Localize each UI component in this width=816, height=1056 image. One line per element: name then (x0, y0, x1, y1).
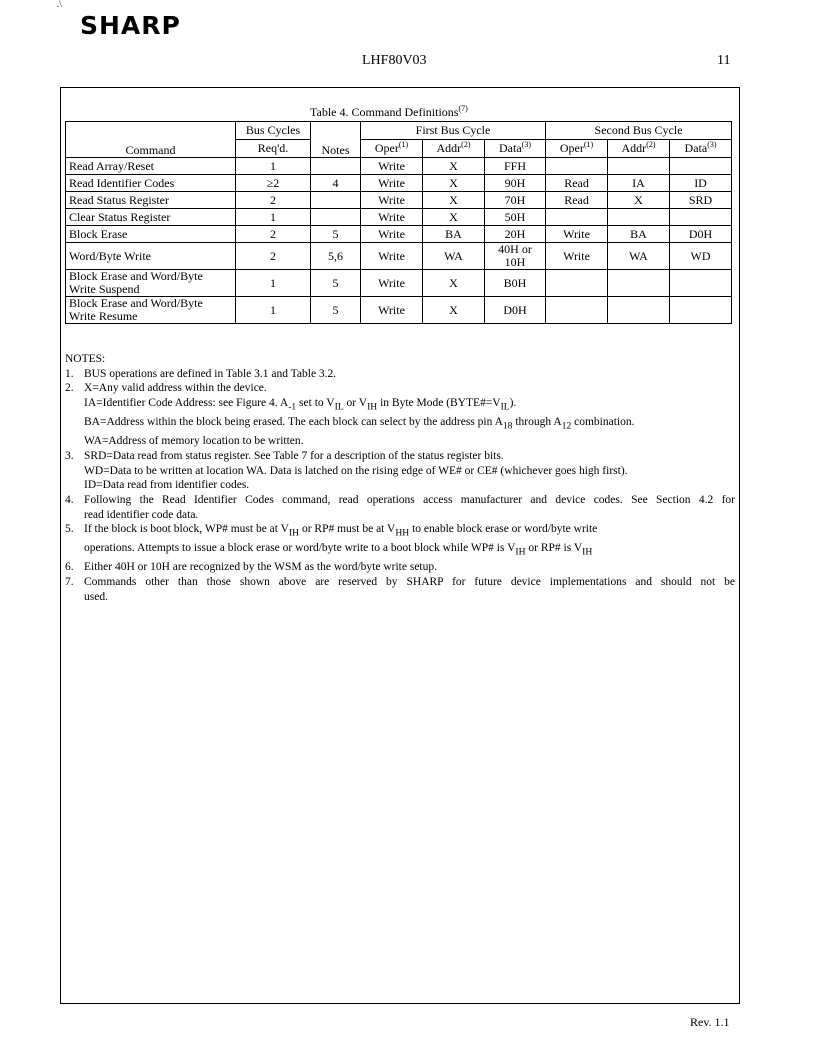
cell-addr1: X (423, 297, 485, 324)
cell-data1: 20H (485, 226, 546, 243)
command-definitions-table (65, 121, 732, 324)
cell-notes: 5 (311, 270, 361, 297)
table-row (66, 209, 732, 226)
cell-addr1: BA (423, 226, 485, 243)
cell-notes (311, 192, 361, 209)
cell-data1: D0H (485, 297, 546, 324)
table-row (66, 226, 732, 243)
cell-notes: 5 (311, 297, 361, 324)
table-row (66, 158, 732, 175)
cell-cycles: ≥2 (236, 175, 311, 192)
cell-notes: 5 (311, 226, 361, 243)
cell-addr1: X (423, 270, 485, 297)
cell-oper2 (546, 297, 608, 324)
notes-title: NOTES: (65, 353, 106, 365)
cell-notes: 4 (311, 175, 361, 192)
header-second-bus-cycle: Second Bus Cycle (546, 122, 732, 140)
cell-data2: SRD (670, 192, 732, 209)
cell-addr2: WA (608, 243, 670, 270)
cell-command: Clear Status Register (66, 209, 236, 226)
cell-notes: 5,6 (311, 243, 361, 270)
cell-oper1: Write (361, 175, 423, 192)
cell-addr2 (608, 209, 670, 226)
cell-addr1: X (423, 192, 485, 209)
sharp-logo: SHARP (80, 11, 181, 40)
header-addr-1: Addr$^{(2)}$ (423, 140, 485, 158)
cell-oper1: Write (361, 270, 423, 297)
note-2: 2. X=Any valid address within the device. IA=Identifier Code Address: see Figure 4. $A_{-1}$ set to $V_{IL}$ or $V_{IH}$ in Byte Mode $(BYTE\#=V_{IL})$. BA=Address within the block being erased. The each block can select by the address pin $A_{18}$ through $A_{12}$ combination. WA=Address of memory location to be written. (65, 382, 635, 448)
cell-cycles: 1 (236, 158, 311, 175)
header-command: Command (66, 122, 236, 158)
note-6: 6. Either 40H or 10H are recognized by the WSM as the word/byte write setup. (65, 561, 437, 574)
cell-command: Read Array/Reset (66, 158, 236, 175)
cell-oper1: Write (361, 226, 423, 243)
cell-command: Block Erase and Word/Byte Write Resume (66, 297, 236, 324)
cell-addr2 (608, 297, 670, 324)
cell-addr2: X (608, 192, 670, 209)
cell-data2: D0H (670, 226, 732, 243)
table-row (66, 192, 732, 209)
cell-oper1: Write (361, 209, 423, 226)
cell-data2 (670, 270, 732, 297)
cell-cycles: 2 (236, 243, 311, 270)
cell-cycles: 1 (236, 270, 311, 297)
document-id: LHF80V03 (362, 53, 427, 68)
table-row (66, 175, 732, 192)
notes-section (65, 352, 735, 604)
cell-oper2: Read (546, 192, 608, 209)
cell-data1: B0H (485, 270, 546, 297)
corner-mark: .\ (57, 0, 62, 9)
cell-command: Read Identifier Codes (66, 175, 236, 192)
cell-oper1: Write (361, 192, 423, 209)
cell-data1: 70H (485, 192, 546, 209)
cell-command: Word/Byte Write (66, 243, 236, 270)
cell-data2 (670, 297, 732, 324)
cell-addr2 (608, 158, 670, 175)
cell-data1: 40H or 10H (485, 243, 546, 270)
note-4: 4. Following the Read Identifier Codes command, read operations access manufacturer and device codes. See Section 4.2 for read identifier code data. (65, 493, 735, 521)
header-oper-1: Oper$^{(1)}$ (361, 140, 423, 158)
cell-oper2 (546, 270, 608, 297)
cell-oper1: Write (361, 297, 423, 324)
cell-addr1: WA (423, 243, 485, 270)
header-data-1: Data$^{(3)}$ (485, 140, 546, 158)
cell-command: Read Status Register (66, 192, 236, 209)
header-bus-cycles: Bus Cycles (236, 122, 311, 140)
header-addr-2: Addr$^{(2)}$ (608, 140, 670, 158)
cell-cycles: 2 (236, 226, 311, 243)
note-7: 7. Commands other than those shown above are reserved by SHARP for future device implementations and should not be used. (65, 576, 735, 603)
table-row (66, 243, 732, 270)
page-number: 11 (717, 53, 731, 68)
cell-oper2: Read (546, 175, 608, 192)
table-body (66, 158, 732, 324)
note-5: 5. If the block is boot block, WP# must be at $V_{IH}$ or RP# must be at $V_{HH}$ to enable block erase or word/byte write operations. Attempts to issue a block erase or word/byte write to a boot block while WP# is $V_{IH}$ or RP# is $V_{IH}$ (65, 523, 598, 558)
cell-command: Block Erase (66, 226, 236, 243)
header-oper-2: Oper$^{(1)}$ (546, 140, 608, 158)
cell-addr2 (608, 270, 670, 297)
cell-oper2 (546, 209, 608, 226)
cell-oper2 (546, 158, 608, 175)
cell-data1: FFH (485, 158, 546, 175)
note-3: 3. SRD=Data read from status register. See Table 7 for a description of the status register bits. WD=Data to be written at location WA. Data is latched on the rising edge of WE# or CE# (whichever goes high first). ID=Data read from identifier codes. (65, 449, 628, 492)
cell-cycles: 1 (236, 297, 311, 324)
cell-addr2: BA (608, 226, 670, 243)
cell-oper1: Write (361, 158, 423, 175)
cell-oper2: Write (546, 226, 608, 243)
note-1: 1. BUS operations are defined in Table 3.1 and Table 3.2. (65, 367, 337, 380)
cell-cycles: 1 (236, 209, 311, 226)
cell-addr2: IA (608, 175, 670, 192)
cell-data2: WD (670, 243, 732, 270)
cell-addr1: X (423, 158, 485, 175)
revision-label: Rev. 1.1 (690, 1015, 730, 1029)
cell-data1: 50H (485, 209, 546, 226)
table-row (66, 270, 732, 297)
header-first-bus-cycle: First Bus Cycle (361, 122, 546, 140)
table-caption: Table 4. Command Definitions$^{(7)}$ (310, 104, 468, 119)
cell-data2 (670, 209, 732, 226)
cell-notes (311, 209, 361, 226)
cell-addr1: X (423, 209, 485, 226)
notes-list (65, 367, 735, 605)
table-row (66, 297, 732, 324)
cell-notes (311, 158, 361, 175)
cell-oper2: Write (546, 243, 608, 270)
header-notes: Notes (311, 122, 361, 158)
header-reqd: Req'd. (236, 140, 311, 158)
cell-data1: 90H (485, 175, 546, 192)
cell-cycles: 2 (236, 192, 311, 209)
header-data-2: Data$^{(3)}$ (670, 140, 732, 158)
cell-data2: ID (670, 175, 732, 192)
cell-oper1: Write (361, 243, 423, 270)
cell-data2 (670, 158, 732, 175)
cell-addr1: X (423, 175, 485, 192)
cell-command: Block Erase and Word/Byte Write Suspend (66, 270, 236, 297)
